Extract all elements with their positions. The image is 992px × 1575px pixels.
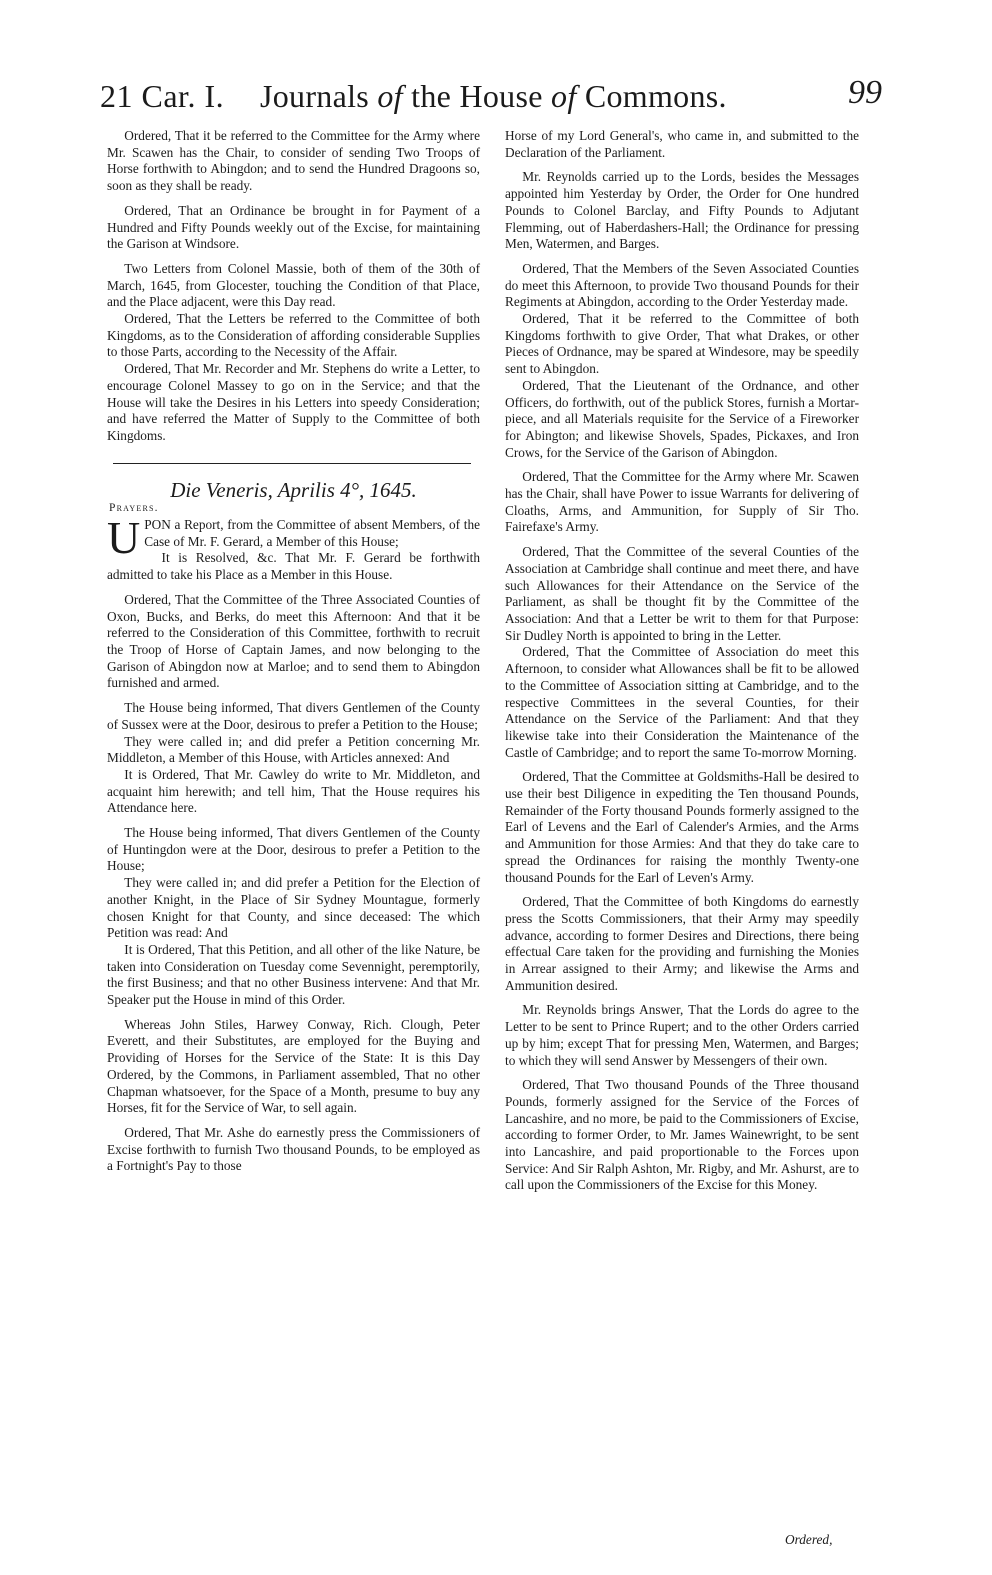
entry-paragraph: It is Ordered, That this Petition, and all other of the like Nature, be taken into Consideration on Tuesday come Sevennight, peremptorily, the first Business; and that no other Business intervene: And that Mr. Speaker put the House in mind of this Order. bbox=[107, 941, 480, 1008]
entry-paragraph: The House being informed, That divers Gentlemen of the County of Sussex were at the Door, desirous to prefer a Petition to the House; bbox=[107, 700, 480, 732]
entry-paragraph: They were called in; and did prefer a Petition for the Election of another Knight, in the Place of Sir Sydney Mountague, formerly chosen Knight for that County, and since deceased: The which Petition was read: And bbox=[107, 875, 480, 941]
entry-paragraph: Ordered, That Mr. Recorder and Mr. Stephens do write a Letter, to encourage Colonel Massey to go on in the Service; and that the House will take the Desires in his Letters into speedy Consideration; and have referred the Matter of Supply to the Committee of both Kingdoms. bbox=[107, 361, 480, 443]
entry-paragraph: Ordered, That the Members of the Seven Associated Counties do meet this Afternoon, to provide Two thousand Pounds for their Regiments at Abingdon, according to the Order Yesterday made. bbox=[505, 260, 859, 310]
entry-paragraph: Ordered, That the Committee of the Three Associated Counties of Oxon, Bucks, and Berks, do meet this Afternoon: And that it be referred to the Consideration of this Committee, forthwith to recruit the Troop of Horse of Captain James, and now belonging to the Garison of Abingdon now at Marloe; and to send them to Abingdon furnished and armed. bbox=[107, 591, 480, 691]
entry-paragraph: Ordered, That Two thousand Pounds of the Three thousand Pounds, formerly assigned for the Service of the Forces of Lancashire, and no more, be paid to the Commissioners of Excise, according to former Order, to Mr. James Wainewright, to be sent into Lancashire, and paid proportionable to the Forces upon Service: And Sir Ralph Ashton, Mr. Rigby, and Mr. Ashurst, are to call upon the Commissioners of the Excise for this Money. bbox=[505, 1077, 859, 1193]
entry-paragraph: Mr. Reynolds carried up to the Lords, besides the Messages appointed him Yesterday by Order, the Order for One hundred Pounds to Colonel Barclay, and Fifty Pounds to Adjutant Flemming, out of Haberdashers-Hall; the Ordinance for pressing Men, Watermen, and Barges. bbox=[505, 169, 859, 252]
entry-paragraph: They were called in; and did prefer a Petition concerning Mr. Middleton, a Member of this House, with Articles annexed: And bbox=[107, 733, 480, 766]
prayers-label: Prayers. bbox=[109, 502, 159, 515]
drop-cap: U bbox=[107, 512, 141, 564]
entry-paragraph: Ordered, That it be referred to the Committee of both Kingdoms forthwith to give Order, That what Drakes, or other Pieces of Ordnance, may be spared at Windesore, may be speedily sent to Abingdon. bbox=[505, 311, 859, 377]
catchword: Ordered, bbox=[785, 1532, 833, 1547]
entry-paragraph: Mr. Reynolds brings Answer, That the Lords do agree to the Letter to be sent to Prince Rupert; and to the other Orders carried up by him; except That for pressing Men, Watermen, and Barges; to which they will send Answer by Messengers of their own. bbox=[505, 1002, 859, 1068]
entry-paragraph: Ordered, That an Ordinance be brought in for Payment of a Hundred and Fifty Pounds weekly out of the Excise, for maintaining the Garison at Windsore. bbox=[107, 202, 480, 252]
entry-paragraph: Ordered, That the Committee of the several Counties of the Association at Cambridge shall continue and meet there, and have such Allowances for their Attendance on the Service of the Parliament, as shall be thought fit by the Committee of the Association: And that a Letter be writ to them for that Purpose: Sir Dudley North is appointed to bring in the Letter. bbox=[505, 544, 859, 643]
right-column bbox=[505, 128, 859, 1194]
entry-paragraph: Ordered, That Mr. Ashe do earnestly press the Commissioners of Excise forthwith to furnish Two thousand Pounds, to be employed as a Fortnight's Pay to those bbox=[107, 1124, 480, 1174]
day-heading: Die Veneris, Aprilis 4°, 1645. bbox=[170, 477, 417, 502]
page-header bbox=[100, 74, 882, 124]
opening-paragraph: UPON a Report, from the Committee of absent Members, of the Case of Mr. F. Gerard, a Member of this House; bbox=[107, 512, 480, 564]
entry-paragraph: Ordered, That the Committee for the Army where Mr. Scawen has the Chair, shall have Power to issue Warrants for delivering of Cloaths, Arms, and Ammunition, for Supply of Sir Tho. Fairefaxe's Army. bbox=[505, 469, 859, 535]
page-number: 99 bbox=[848, 74, 882, 111]
running-title: Journals of the House of Commons. bbox=[260, 78, 727, 114]
entry-paragraph: Ordered, That the Letters be referred to the Committee of both Kingdoms, as to the Consideration of affording considerable Supplies to those Parts, according to the Necessity of the Affair. bbox=[107, 311, 480, 360]
entry-paragraph: It is Resolved, &c. That Mr. F. Gerard be forthwith admitted to take his Place as a Member in this House. bbox=[107, 550, 480, 583]
entry-paragraph: Ordered, That it be referred to the Committee for the Army where Mr. Scawen has the Chair, to consider of sending Two Troops of Horse forthwith to Abingdon; and to send the Hundred Dragoons so, soon as they shall be ready. bbox=[107, 128, 480, 194]
section-divider bbox=[113, 463, 471, 464]
entry-paragraph: Ordered, That the Lieutenant of the Ordnance, and other Officers, do forthwith, out of the publick Stores, furnish a Mortar-piece, and all Materials requisite for the Service of a Fireworker for Abington; and likewise Shovels, Spades, Pickaxes, and Iron Crows, for the Service of the Garison of Abingdon. bbox=[505, 377, 859, 460]
entry-paragraph: Whereas John Stiles, Harwey Conway, Rich. Clough, Peter Everett, and their Substitutes, are employed for the Buying and Providing of Horses for the Service of the State: It is this Day Ordered, by the Commons, in Parliament assembled, That no other Chapman whatsoever, for the Space of a Month, presume to buy any Horses, fit for the Service of War, to sell again. bbox=[107, 1016, 480, 1116]
entry-paragraph: Ordered, That the Committee at Goldsmiths-Hall be desired to use their best Diligence in expediting the Ten thousand Pounds, Remainder of the Forty thousand Pounds formerly assigned to the Earl of Levens and the Earl of Calender's Armies, and the Arms and Ammunition for those Armies: And that they do take care to spread the Ordinances for raising the monthly Twenty-one thousand Pounds for the Earl of Leven's Army. bbox=[505, 769, 859, 885]
entry-paragraph: It is Ordered, That Mr. Cawley do write to Mr. Middleton, and acquaint him herewith; and tell him, That the House requires his Attendance here. bbox=[107, 766, 480, 816]
entry-paragraph: Two Letters from Colonel Massie, both of them of the 30th of March, 1645, from Glocester, touching the Condition of that Place, and the Place adjacent, were this Day read. bbox=[107, 260, 480, 310]
entry-paragraph: Ordered, That the Committee of Association do meet this Afternoon, to consider what Allowances shall be fit to be allowed to the Committee of Association sitting at Cambridge, and to the respective Committees in the several Counties, for their Attendance on the Service of the Parliament: And that they likewise take into their Consideration the Maintenance of the Castle of Cambridge; and to report the same To-morrow Morning. bbox=[505, 644, 859, 760]
entry-paragraph: Horse of my Lord General's, who came in, and submitted to the Declaration of the Parliament. bbox=[505, 128, 859, 160]
entry-paragraph: The House being informed, That divers Gentlemen of the County of Huntingdon were at the Door, desirous to prefer a Petition to the House; bbox=[107, 825, 480, 874]
entry-paragraph: Ordered, That the Committee of both Kingdoms do earnestly press the Scotts Commissioners, that their Army may speedily advance, according to former Desires and Directions, there being effectual Care taken for the providing and furnishing the Monies in Arrear assigned to their Army; and likewise the Arms and Ammunition desired. bbox=[505, 894, 859, 993]
regnal-year: 21 Car. I. bbox=[100, 78, 225, 114]
left-column bbox=[107, 128, 480, 1175]
